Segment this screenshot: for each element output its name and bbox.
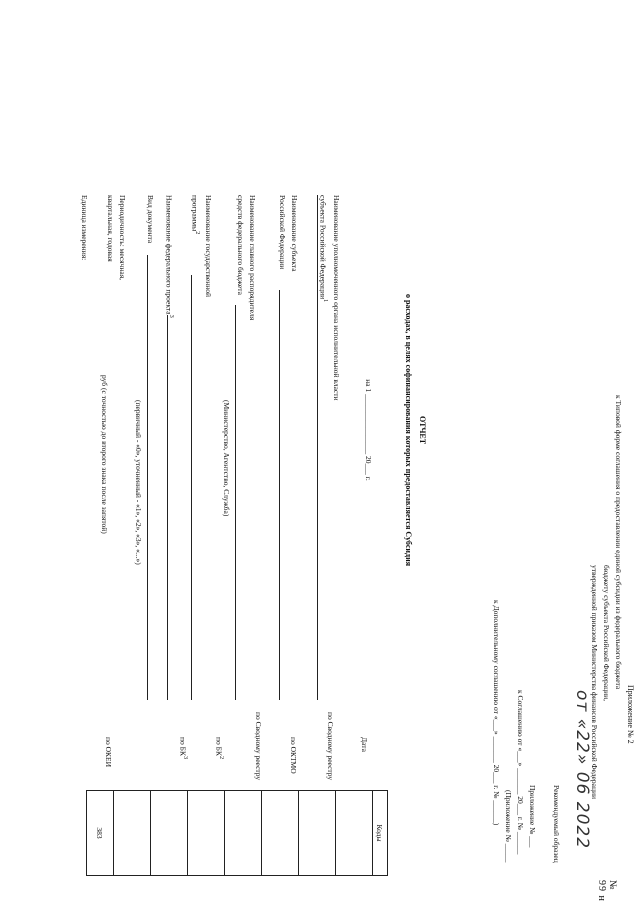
field-label-subject: Наименование субъекта (290, 195, 299, 272)
field-label-periodicity: Периодичность: месячная, (118, 195, 127, 281)
date-stamp: от «22» 06 2022 (572, 690, 592, 850)
field-line-program[interactable] (191, 275, 192, 700)
agreement-ref: к Соглашению от «___» _______ 20___ г. № ______ (516, 690, 525, 855)
field-label-organ-2: субъекта Российской Федерации$^1$ (318, 195, 329, 303)
header-line3: утвержденной приказом Министерства финансов Российской Федерации (590, 565, 599, 800)
code-bk-program (188, 791, 225, 876)
code-label-date: Дата (360, 737, 369, 752)
report-title: ОТЧЕТ (418, 415, 427, 445)
code-label-okei: по ОКЕИ (104, 737, 113, 768)
codes-table (86, 790, 388, 876)
recommended-sample: Рекомендуемый образец (552, 785, 561, 863)
field-label-project: Наименование федерального проекта$^3$ (164, 195, 175, 318)
codes-header: Коды (373, 791, 388, 876)
appendix-paren: (Приложение № _____ (504, 790, 513, 863)
report-period: на 1 ________________ 20___ г. (364, 379, 373, 481)
field-label-program: Наименование государственной (204, 195, 213, 298)
field-label-program-2: программы$^2$ (190, 195, 201, 235)
code-label-oktmo: по ОКТМО (289, 737, 298, 774)
field-line-doctype[interactable] (147, 255, 148, 700)
field-line-distributor[interactable] (235, 305, 236, 700)
code-oktmo (262, 791, 299, 876)
report-subtitle: о расходах, в целях софинансирования которых предоставляется Субсидия (404, 293, 413, 567)
code-doc-type (114, 791, 151, 876)
code-date (336, 791, 373, 876)
field-line-subject[interactable] (279, 290, 280, 700)
hint-doc-type: (первичный - «0», уточненный - «1», «2», «3», «...») (134, 400, 143, 565)
code-registry-1 (299, 791, 336, 876)
supplementary-ref: к Дополнительному соглашению от «___» _______ 20___ г. № ______) (492, 600, 501, 826)
code-okei: 383 (87, 791, 114, 876)
code-registry-2 (225, 791, 262, 876)
field-label-doctype: Вид документа (146, 195, 155, 244)
code-label-registry-2: по Сводному реестру (254, 712, 263, 781)
number-stamp: № 99 н (596, 880, 618, 902)
field-label-distributor: Наименование главного распорядителя (248, 195, 257, 321)
code-bk-project (151, 791, 188, 876)
field-label-organ: Наименование уполномоченного органа исполнительной власти (332, 195, 341, 401)
appendix-number: Приложение № ___ (528, 785, 537, 848)
header-appendix: Приложение № 2 (626, 685, 635, 744)
code-label-bk-project: по $БК^3$ (178, 737, 189, 760)
header-line2: бюджету субъекта Российской Федерации, (602, 565, 611, 702)
field-label-periodicity-2: квартальная, годовая (106, 195, 115, 262)
field-label-unit: Единица измерения: (80, 195, 89, 261)
code-label-bk-program: по $БК^2$ (214, 737, 225, 760)
field-label-subject-2: Российской Федерации (278, 195, 287, 270)
code-label-registry-1: по Сводному реестру (326, 712, 335, 781)
hint-ministry: (Министерство, Агентство, Служба) (222, 400, 231, 517)
hint-unit: руб (с точностью до второго знака после запятой) (100, 375, 109, 534)
field-line-organ[interactable] (317, 195, 318, 700)
header-line1: к Типовой форме соглашения о предоставлении единой субсидии из федерального бюджета (614, 395, 623, 690)
field-label-distributor-2: средств федерального бюджета (236, 195, 245, 295)
field-line-project[interactable] (167, 315, 168, 700)
